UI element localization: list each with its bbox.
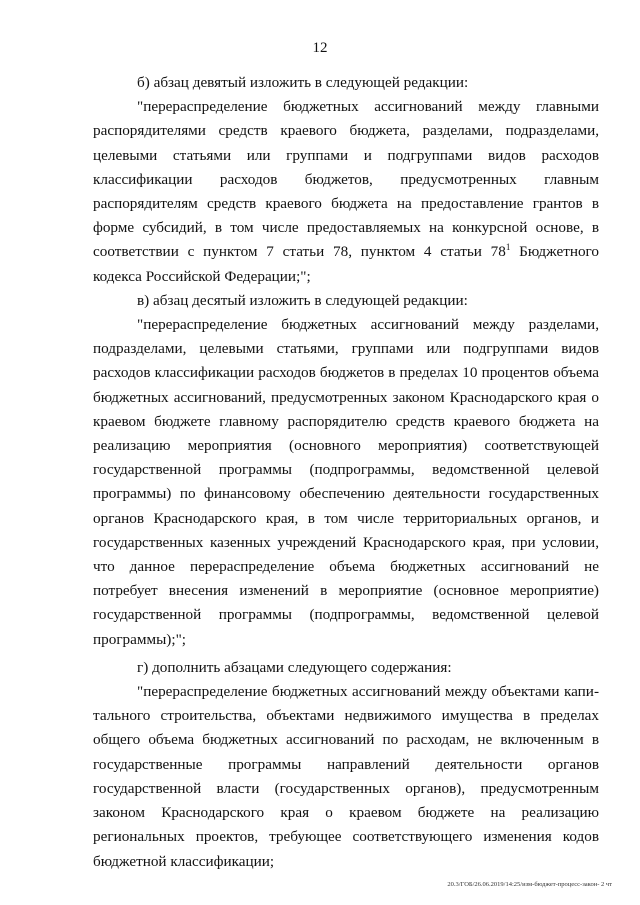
document-body — [93, 71, 599, 874]
paragraph-b-quote-end: Бюджетного кодекса Российской Федерации;"; — [93, 243, 599, 285]
superscript-index: 1 — [505, 242, 511, 253]
paragraph-b-quote-text: "перераспределение бюджетных ассигнований между главными распорядителями средств краевого бюджета, разделами, подразделами, целевыми статьями или группами и подгруппами видов расходов классификации расходов бюджетов, предусмотренных главным распорядителям средств краевого бюджета на предоставление грантов в форме субсидий, в том числе предоставляемых на конкурсной основе, в соответствии с пунктом 7 статьи 78, пунктом 4 статьи 78 — [93, 98, 599, 261]
paragraph-v-heading: в) абзац десятый изложить в следующей редакции: — [137, 291, 468, 309]
paragraph-b-heading: б) абзац девятый изложить в следующей редакции: — [137, 74, 469, 91]
footer-file-reference: 20.3/ГОБ/26.06.2019/14:25/изм-бюджет-процесс-закон- 2 чт — [447, 881, 612, 888]
paragraph-g-quote: "перераспределение бюджетных ассигнований между объектами капитального строительства, объектами недвижимого имущества в пределах общего объема бюджетных ассигнований по расходам, не включенным в государственные программы направлений деятельности органов государственной власти (государственных органов), предусмотренным законом Краснодарского края о краевом бюджете на реализацию региональных проектов, требующее соответствующего изменения кодов бюджетной классификации; — [93, 683, 599, 870]
paragraph-g-heading: г) дополнить абзацами следующего содержания: — [137, 658, 452, 676]
page-number: 12 — [312, 40, 328, 56]
paragraph-v-quote: "перераспределение бюджетных ассигнований между разделами, подразделами, целевыми статьями, группами или подгруппами видов расходов классификации расходов бюджетов в пределах 10 процентов объема бюджетных ассигнований, предусмотренных законом Краснодарского края о краевом бюджете главному распорядителю средств краевого бюджета на реализацию мероприятия (основного мероприятия) соответствующей государственной программы (подпрограммы, ведомственной целевой программы) по финансовому обеспечению деятельности государственных органов Краснодарского края, в том числе территориальных органов, и государственных казенных учреждений Краснодарского края, при условии, что данное перераспределение объема бюджетных ассигнований не потребует внесения изменений в мероприятие (основное мероприятие) государственной программы (подпрограммы, ведомственной целевой программы);"; — [93, 316, 599, 648]
paragraph-b-quote — [93, 95, 599, 289]
